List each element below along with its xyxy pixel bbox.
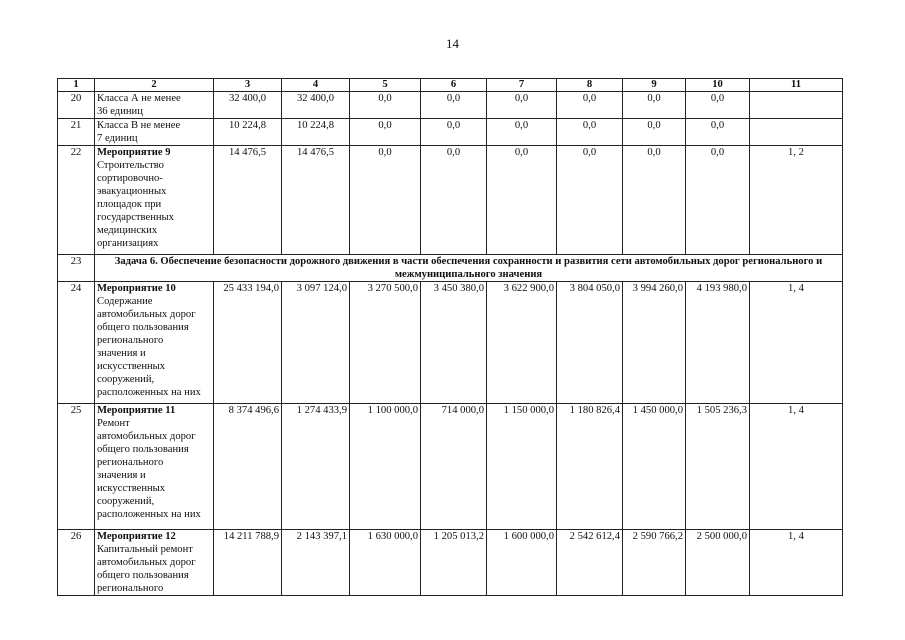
table-row — [58, 92, 843, 119]
value-cell: 1 150 000,0 — [487, 404, 557, 530]
row-name-cell — [95, 404, 214, 530]
column-header: 8 — [557, 79, 623, 92]
value-cell: 0,0 — [350, 92, 421, 119]
value-cell: 2 500 000,0 — [686, 530, 750, 596]
row-name: Класса А не менее 36 единиц — [95, 92, 214, 119]
value-cell: 1 180 826,4 — [557, 404, 623, 530]
value-cell: 1 450 000,0 — [623, 404, 686, 530]
budget-table — [57, 78, 843, 596]
column-header: 6 — [421, 79, 487, 92]
value-cell: 3 994 260,0 — [623, 282, 686, 404]
value-cell: 3 804 050,0 — [557, 282, 623, 404]
value-cell: 0,0 — [421, 119, 487, 146]
value-cell: 1 600 000,0 — [487, 530, 557, 596]
value-cell: 2 542 612,4 — [557, 530, 623, 596]
value-cell: 1 274 433,9 — [282, 404, 350, 530]
value-cell: 14 476,5 — [214, 146, 282, 255]
row-number: 21 — [58, 119, 95, 146]
task-row — [58, 255, 843, 282]
row-name-cell — [95, 282, 214, 404]
column-header: 10 — [686, 79, 750, 92]
value-cell: 10 224,8 — [214, 119, 282, 146]
value-cell: 0,0 — [623, 146, 686, 255]
value-cell: 1 630 000,0 — [350, 530, 421, 596]
value-cell: 4 193 980,0 — [686, 282, 750, 404]
row-number: 24 — [58, 282, 95, 404]
row-name-cell — [95, 146, 214, 255]
value-cell: 1 505 236,3 — [686, 404, 750, 530]
column-header: 2 — [95, 79, 214, 92]
table-row — [58, 530, 843, 596]
value-cell: 0,0 — [421, 146, 487, 255]
activity-title: Мероприятие 12 — [97, 531, 176, 542]
column-header: 11 — [750, 79, 843, 92]
activity-title: Мероприятие 11 — [97, 405, 176, 416]
value-cell: 714 000,0 — [421, 404, 487, 530]
table-row — [58, 146, 843, 255]
task-heading: Задача 6. Обеспечение безопасности дорожного движения в части обеспечения сохранности и развития сети автомобильных дорог регионального и межмуниципального значения — [95, 255, 843, 282]
source-cell: 1, 4 — [750, 282, 843, 404]
row-number: 20 — [58, 92, 95, 119]
source-cell — [750, 119, 843, 146]
activity-description: Строительство сортировочно- эвакуационных площадок при государственных медицинских организациях — [97, 160, 174, 249]
column-header: 3 — [214, 79, 282, 92]
activity-description: Ремонт автомобильных дорог общего пользования регионального значения и искусственных сооружений, расположенных на них — [97, 418, 201, 520]
table-row — [58, 119, 843, 146]
value-cell: 0,0 — [557, 146, 623, 255]
value-cell: 32 400,0 — [282, 92, 350, 119]
value-cell: 0,0 — [557, 92, 623, 119]
value-cell: 10 224,8 — [282, 119, 350, 146]
page-number: 14 — [446, 36, 459, 51]
value-cell: 0,0 — [557, 119, 623, 146]
value-cell: 1 100 000,0 — [350, 404, 421, 530]
value-cell: 8 374 496,6 — [214, 404, 282, 530]
value-cell: 3 622 900,0 — [487, 282, 557, 404]
table-row — [58, 404, 843, 530]
source-cell: 1, 2 — [750, 146, 843, 255]
column-header: 1 — [58, 79, 95, 92]
row-name: Класса В не менее 7 единиц — [95, 119, 214, 146]
value-cell: 25 433 194,0 — [214, 282, 282, 404]
value-cell: 2 143 397,1 — [282, 530, 350, 596]
value-cell: 3 450 380,0 — [421, 282, 487, 404]
source-cell — [750, 92, 843, 119]
activity-description: Капитальный ремонт автомобильных дорог общего пользования регионального — [97, 544, 196, 594]
row-number: 22 — [58, 146, 95, 255]
value-cell: 1 205 013,2 — [421, 530, 487, 596]
row-name-cell — [95, 530, 214, 596]
value-cell: 0,0 — [350, 146, 421, 255]
row-number: 26 — [58, 530, 95, 596]
value-cell: 0,0 — [487, 119, 557, 146]
column-header: 7 — [487, 79, 557, 92]
value-cell: 0,0 — [686, 92, 750, 119]
source-cell: 1, 4 — [750, 404, 843, 530]
source-cell: 1, 4 — [750, 530, 843, 596]
activity-title: Мероприятие 9 — [97, 147, 171, 158]
table-row — [58, 282, 843, 404]
value-cell: 0,0 — [421, 92, 487, 119]
activity-description: Содержание автомобильных дорог общего пользования регионального значения и искусственных сооружений, расположенных на них — [97, 296, 201, 398]
value-cell: 3 097 124,0 — [282, 282, 350, 404]
value-cell: 14 211 788,9 — [214, 530, 282, 596]
value-cell: 32 400,0 — [214, 92, 282, 119]
header-row — [58, 79, 843, 92]
column-header: 4 — [282, 79, 350, 92]
row-number: 25 — [58, 404, 95, 530]
value-cell: 0,0 — [686, 119, 750, 146]
value-cell: 0,0 — [623, 119, 686, 146]
value-cell: 0,0 — [487, 146, 557, 255]
value-cell: 0,0 — [487, 92, 557, 119]
column-header: 5 — [350, 79, 421, 92]
value-cell: 0,0 — [350, 119, 421, 146]
activity-title: Мероприятие 10 — [97, 283, 176, 294]
value-cell: 14 476,5 — [282, 146, 350, 255]
column-header: 9 — [623, 79, 686, 92]
value-cell: 3 270 500,0 — [350, 282, 421, 404]
row-number: 23 — [58, 255, 95, 282]
value-cell: 0,0 — [686, 146, 750, 255]
value-cell: 0,0 — [623, 92, 686, 119]
value-cell: 2 590 766,2 — [623, 530, 686, 596]
